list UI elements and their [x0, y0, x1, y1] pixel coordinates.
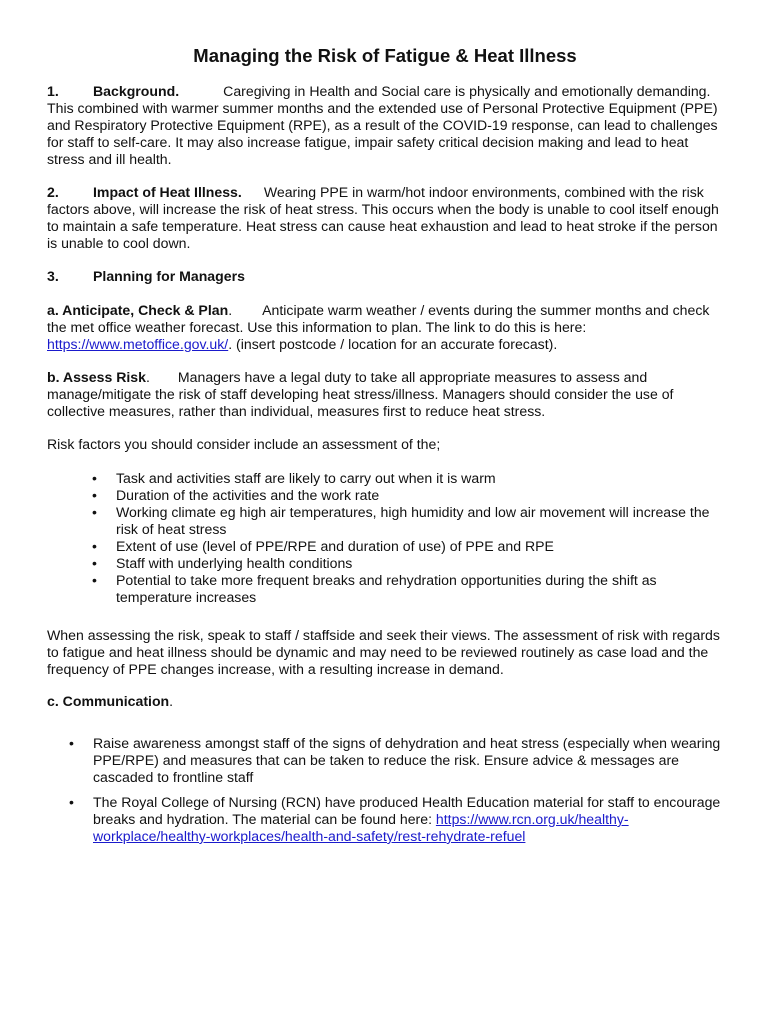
communication-list [47, 735, 727, 845]
subsection-text: Managers have a legal duty to take all appropriate measures to assess and manage/mitigate the risk of staff developing heat stress/illness. Managers should consider the use of collective measures, rather than individual, measures first to reduce heat stress. [47, 369, 674, 419]
page-title: Managing the Risk of Fatigue & Heat Illness [193, 45, 577, 66]
section-planning [47, 268, 727, 285]
list-item: • Potential to take more frequent breaks and rehydration opportunities during the shift as temperature increases [47, 572, 727, 606]
list-item: • The Royal College of Nursing (RCN) have produced Health Education material for staff to encourage breaks and hydration. The material can be found here: https://www.rcn.org.uk/healthy-workplace/healthy-workplaces/health-and-safety/rest-rehydrate-refuel [47, 794, 727, 845]
subsection-heading: c. Communication [47, 693, 170, 709]
assessment-paragraph: When assessing the risk, speak to staff / staffside and seek their views. The assessment of risk with regards to fatigue and heat illness should be dynamic and may need to be reviewed routinely as case load and the frequency of PPE changes increase, with a resulting increase in demand. [47, 627, 720, 677]
section-background [47, 83, 727, 168]
section-number: 1. [47, 83, 59, 99]
list-item: • Extent of use (level of PPE/RPE and duration of use) of PPE and RPE [47, 538, 727, 555]
metoffice-link[interactable]: https://www.metoffice.gov.uk/ [47, 336, 229, 352]
list-item: • Raise awareness amongst staff of the signs of dehydration and heat stress (especially when wearing PPE/RPE) and measures that can be taken to reduce the risk. Ensure advice & messages are cascaded to frontline staff [47, 735, 727, 786]
section-text: Wearing PPE in warm/hot indoor environments, combined with the risk factors above, will increase the risk of heat stress. This occurs when the body is unable to cool itself enough to maintain a safe temperature. Heat stress can cause heat exhaustion and lead to heat stroke if the person is unable to cool down. [47, 184, 719, 251]
subsection-anticipate: a. Anticipate, Check & Plan. Anticipate warm weather / events during the summer months and check the met office weather forecast. Use this information to plan. The link to do this is here: https://www.metoffice.gov.uk/. (insert postcode / location for an accurate forecast). [47, 302, 710, 352]
subsection-text: Anticipate warm weather / events during the summer months and check the met office weather forecast. Use this information to plan. The link to do this is here: [47, 302, 710, 335]
section-heading: Planning for Managers [93, 268, 245, 284]
list-item: • Duration of the activities and the work rate [47, 487, 727, 504]
subsection-assess-risk: b. Assess Risk. Managers have a legal duty to take all appropriate measures to assess and manage/mitigate the risk of staff developing heat stress/illness. Managers should consider the use of collective measures, rather than individual, measures first to reduce heat stress. [47, 369, 674, 419]
section-heading: Impact of Heat Illness. [93, 184, 242, 200]
section-impact [47, 184, 727, 252]
rcn-link[interactable]: https://www.rcn.org.uk/healthy-workplace/healthy-workplaces/health-and-safety/rest-rehydrate-refuel [93, 811, 629, 844]
list-item: • Staff with underlying health conditions [47, 555, 727, 572]
section-number: 3. [47, 268, 59, 284]
list-item: • Task and activities staff are likely to carry out when it is warm [47, 470, 727, 487]
risk-factors-intro: Risk factors you should consider include an assessment of the; [47, 436, 441, 452]
risk-factors-list [47, 470, 727, 606]
section-number: 2. [47, 184, 59, 200]
section-text: Caregiving in Health and Social care is physically and emotionally demanding. This combined with warmer summer months and the extended use of Personal Protective Equipment (PPE) and Respiratory Protective Equipment (RPE), as a result of the COVID-19 response, can lead to challenges for staff to self-care. It may also increase fatigue, impair safety critical decision making and lead to heat stress and ill health. [47, 83, 718, 167]
list-item: • Working climate eg high air temperatures, high humidity and low air movement will increase the risk of heat stress [47, 504, 727, 538]
section-heading: Background. [93, 83, 180, 99]
subsection-heading: b. Assess Risk [47, 369, 146, 385]
subsection-communication: c. Communication. [47, 693, 174, 709]
subsection-heading: a. Anticipate, Check & Plan [47, 302, 229, 318]
